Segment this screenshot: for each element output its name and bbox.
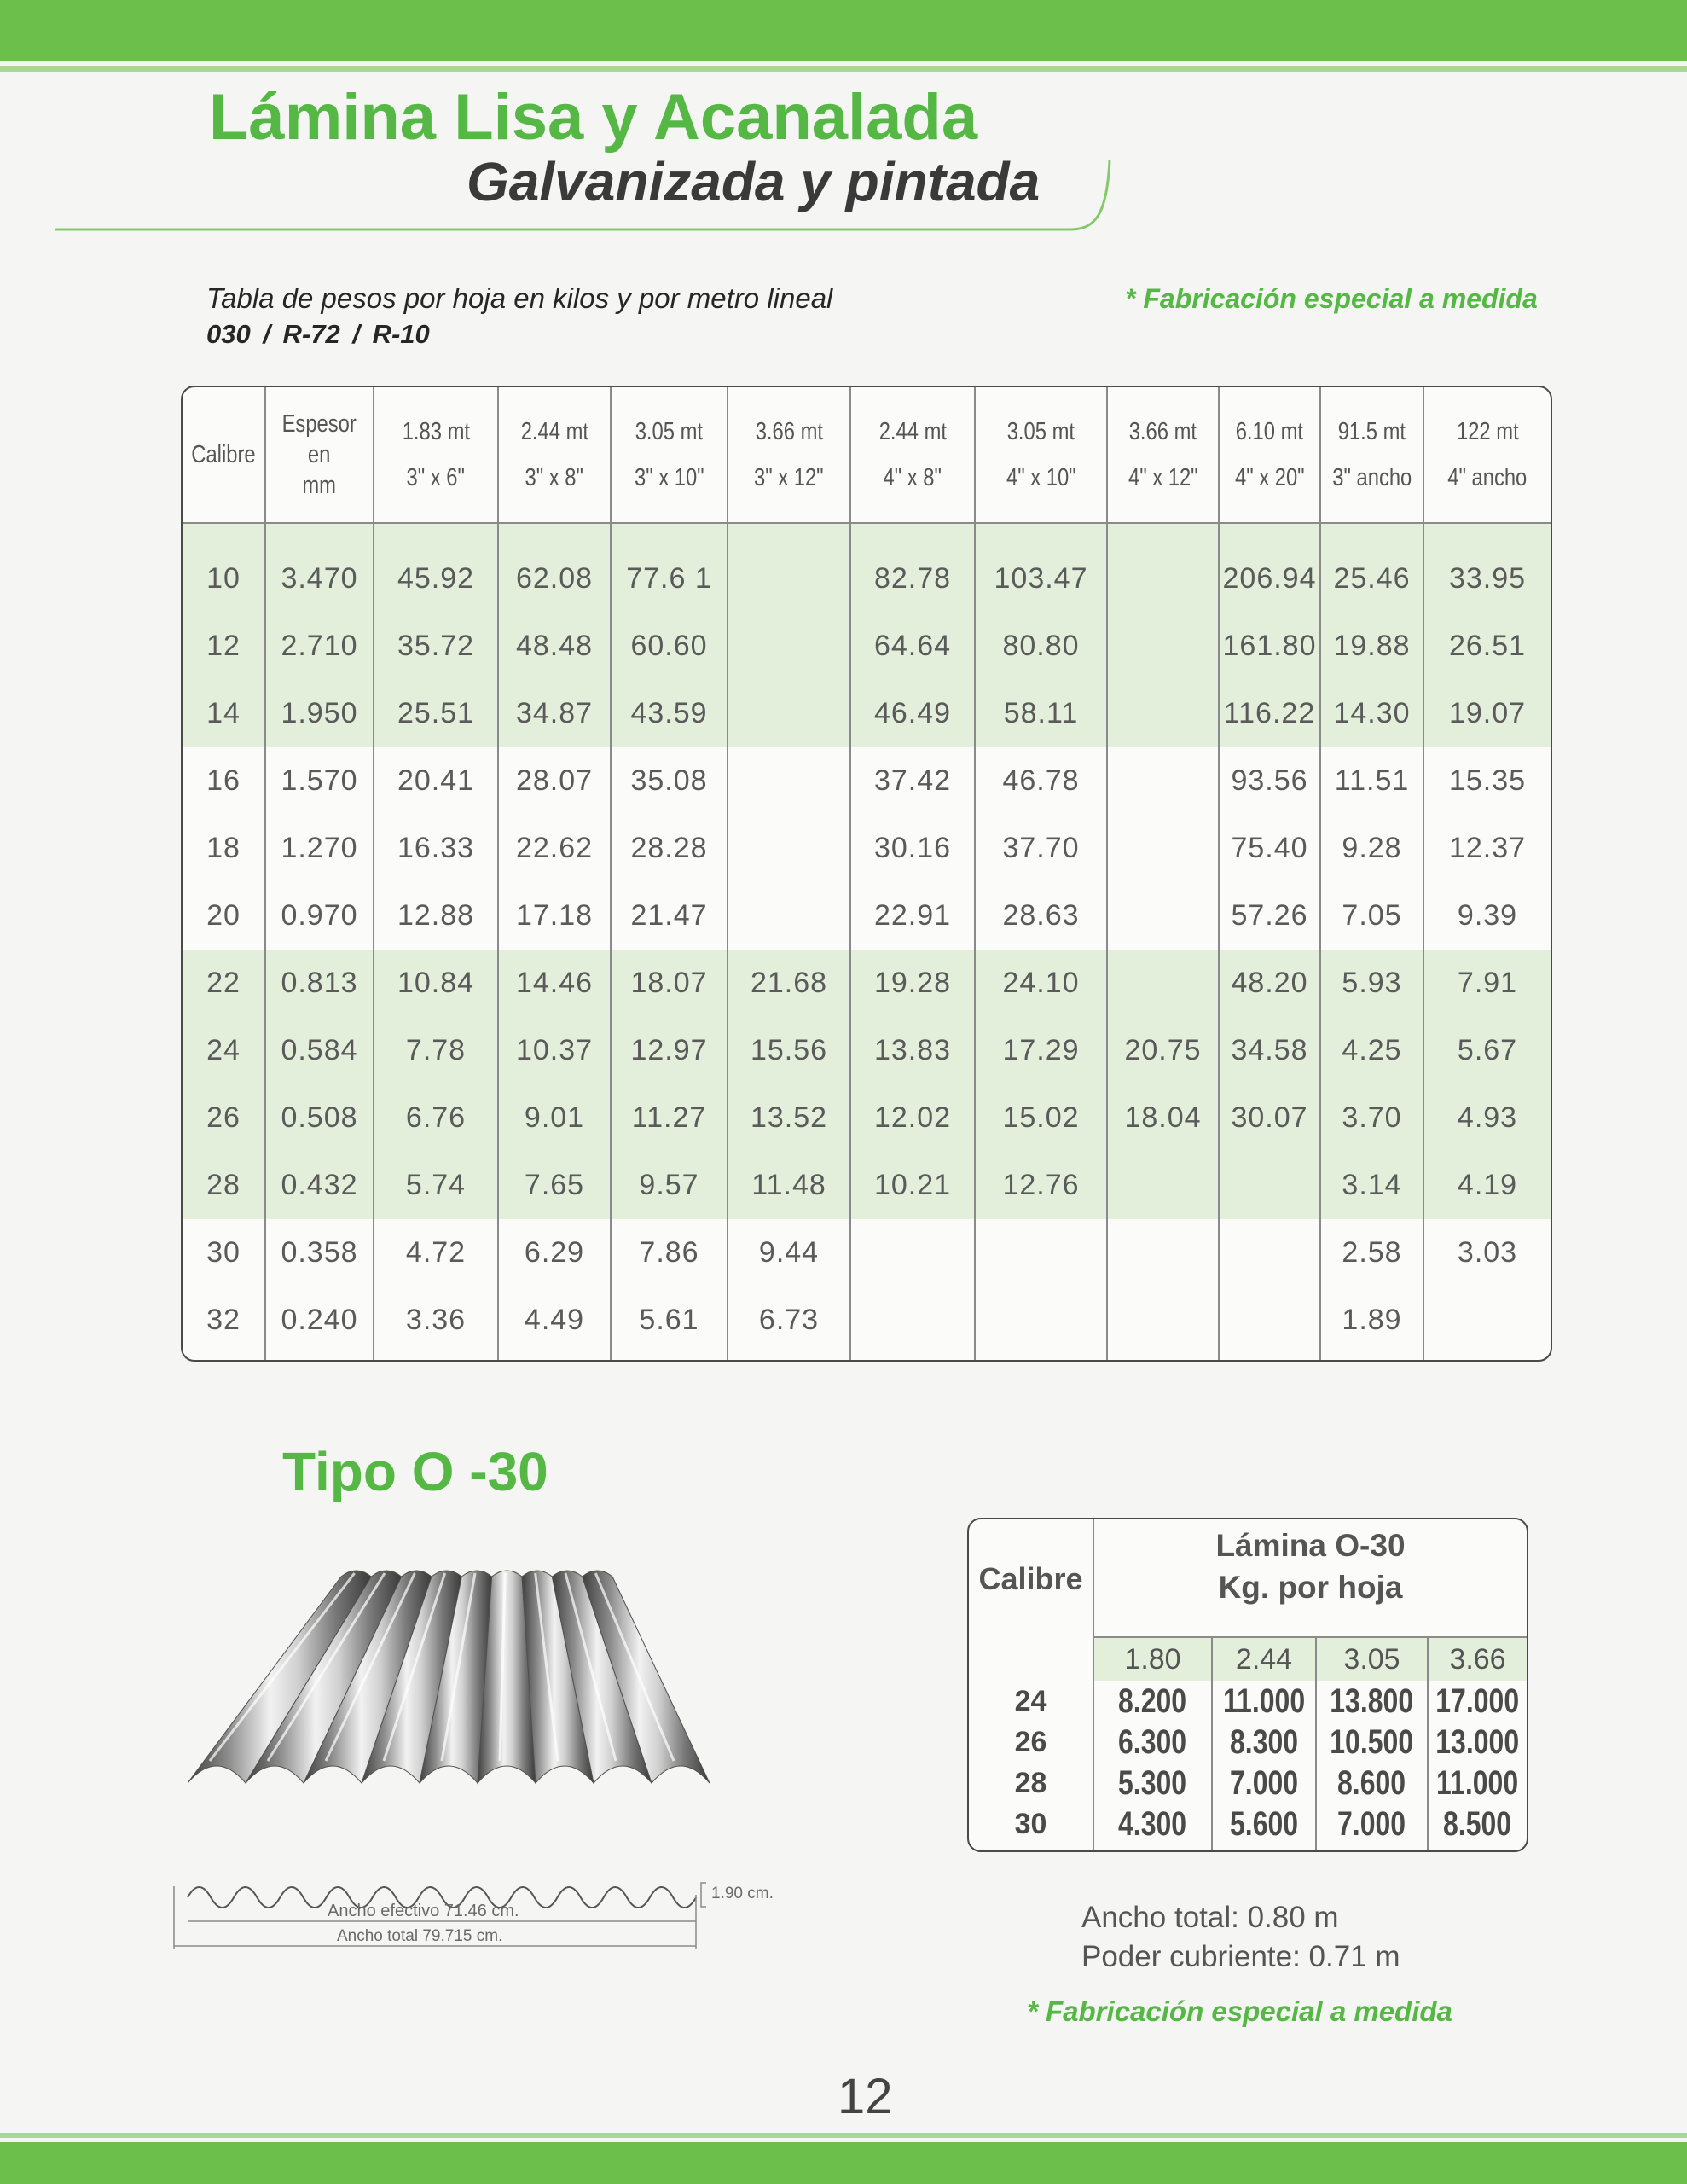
thickness-cell: 2.710 bbox=[266, 613, 374, 680]
thickness-cell: 0.584 bbox=[266, 1017, 374, 1084]
weight-cell bbox=[1220, 1152, 1321, 1219]
weight-cell: 25.51 bbox=[374, 680, 499, 747]
table-spacer bbox=[1108, 524, 1220, 545]
table-spacer bbox=[1220, 524, 1321, 545]
weight-cell bbox=[1108, 747, 1220, 815]
weight-value: 8.200 bbox=[1118, 1682, 1187, 1720]
weight-cell: 14.30 bbox=[1321, 680, 1424, 747]
weight-cell: 6.73 bbox=[728, 1287, 851, 1354]
weight-cell: 37.70 bbox=[976, 815, 1108, 882]
weight-cell: 3.14 bbox=[1321, 1152, 1424, 1219]
weight-cell: 19.07 bbox=[1424, 680, 1551, 747]
weight-cell bbox=[1094, 1722, 1213, 1763]
column-header-text: 2.44 mt bbox=[520, 418, 588, 445]
column-header-text: 2.44 mt bbox=[878, 418, 947, 445]
weight-cell: 48.48 bbox=[499, 613, 612, 680]
weight-cell: 60.60 bbox=[612, 613, 728, 680]
weight-cell: 10.21 bbox=[851, 1152, 976, 1219]
column-header-text: 3.05 mt bbox=[1006, 418, 1075, 445]
weight-cell: 4.72 bbox=[374, 1219, 499, 1287]
weight-cell: 93.56 bbox=[1220, 747, 1321, 815]
table-spacer bbox=[1220, 1354, 1321, 1360]
weight-cell bbox=[1094, 1681, 1213, 1722]
table-spacer bbox=[612, 1354, 728, 1360]
column-header bbox=[374, 387, 499, 524]
weight-cell: 37.42 bbox=[851, 747, 976, 815]
weight-cell: 4.19 bbox=[1424, 1152, 1551, 1219]
column-header-text: Calibre bbox=[191, 441, 256, 468]
weight-cell: 20.75 bbox=[1108, 1017, 1220, 1084]
calibre-cell: 28 bbox=[183, 1152, 266, 1219]
weight-cell: 9.01 bbox=[499, 1084, 612, 1152]
weight-cell: 28.07 bbox=[499, 747, 612, 815]
thickness-cell: 1.950 bbox=[266, 680, 374, 747]
column-header-text: en bbox=[308, 441, 331, 468]
weight-cell: 58.11 bbox=[976, 680, 1108, 747]
weight-cell: 4.25 bbox=[1321, 1017, 1424, 1084]
weight-cell: 13.83 bbox=[851, 1017, 976, 1084]
weight-cell: 12.76 bbox=[976, 1152, 1108, 1219]
thickness-cell: 0.813 bbox=[266, 950, 374, 1017]
column-header bbox=[183, 387, 266, 524]
weight-cell: 28.28 bbox=[612, 815, 728, 882]
thickness-cell: 0.508 bbox=[266, 1084, 374, 1152]
weight-cell: 9.57 bbox=[612, 1152, 728, 1219]
weight-cell: 14.46 bbox=[499, 950, 612, 1017]
weight-cell: 22.62 bbox=[499, 815, 612, 882]
spec-total-width: Ancho total: 0.80 m bbox=[1081, 1901, 1339, 1934]
page-subtitle: Galvanizada y pintada bbox=[467, 151, 1041, 212]
weight-cell bbox=[1317, 1681, 1429, 1722]
weight-cell: 7.91 bbox=[1424, 950, 1551, 1017]
weight-cell bbox=[1108, 1152, 1220, 1219]
weight-cell: 5.67 bbox=[1424, 1017, 1551, 1084]
column-header-text: 3" x 6" bbox=[406, 464, 466, 491]
length-header: 2.44 bbox=[1213, 1638, 1317, 1681]
table-spacer bbox=[969, 1844, 1094, 1850]
table-spacer bbox=[1424, 1354, 1551, 1360]
table-spacer bbox=[976, 1354, 1108, 1360]
weight-cell: 80.80 bbox=[976, 613, 1108, 680]
product-series: 030 / R-72 / R-10 bbox=[206, 319, 430, 349]
table-spacer bbox=[1321, 1354, 1424, 1360]
table-caption: Tabla de pesos por hoja en kilos y por metro lineal bbox=[206, 282, 833, 314]
weight-cell: 11.48 bbox=[728, 1152, 851, 1219]
weight-value: 10.500 bbox=[1330, 1722, 1414, 1761]
top-color-band bbox=[0, 0, 1687, 61]
weight-cell bbox=[1213, 1722, 1317, 1763]
table-spacer bbox=[728, 1354, 851, 1360]
column-header bbox=[1321, 387, 1424, 524]
thickness-cell: 0.970 bbox=[266, 882, 374, 950]
page-number: 12 bbox=[838, 2069, 893, 2124]
column-header bbox=[1108, 387, 1220, 524]
thickness-cell: 1.570 bbox=[266, 747, 374, 815]
column-header-text: 6.10 mt bbox=[1235, 418, 1304, 445]
calibre-cell: 18 bbox=[183, 815, 266, 882]
table-spacer bbox=[851, 524, 976, 545]
weight-cell: 21.47 bbox=[612, 882, 728, 950]
weight-cell: 10.84 bbox=[374, 950, 499, 1017]
weight-cell bbox=[1213, 1681, 1317, 1722]
page-title: Lámina Lisa y Acanalada bbox=[209, 81, 978, 154]
weight-cell: 19.88 bbox=[1321, 613, 1424, 680]
weight-cell: 22.91 bbox=[851, 882, 976, 950]
weight-cell: 4.93 bbox=[1424, 1084, 1551, 1152]
weight-cell bbox=[1108, 613, 1220, 680]
weight-cell: 34.58 bbox=[1220, 1017, 1321, 1084]
weight-cell bbox=[728, 545, 851, 613]
weight-value: 8.500 bbox=[1443, 1804, 1512, 1843]
weight-cell: 4.49 bbox=[499, 1287, 612, 1354]
column-header-text: 4" x 12" bbox=[1128, 464, 1198, 491]
height-label: 1.90 cm. bbox=[711, 1885, 774, 1902]
weight-cell: 12.02 bbox=[851, 1084, 976, 1152]
weight-cell: 15.35 bbox=[1448, 764, 1527, 797]
weight-cell: 46.49 bbox=[851, 680, 976, 747]
bottom-color-band bbox=[0, 2142, 1687, 2184]
weight-value: 5.600 bbox=[1229, 1804, 1299, 1843]
weight-cell bbox=[728, 882, 851, 950]
weight-cell: 13.52 bbox=[728, 1084, 851, 1152]
weight-cell bbox=[1108, 950, 1220, 1017]
weight-cell: 30.07 bbox=[1220, 1084, 1321, 1152]
column-header-text: 3.66 mt bbox=[1128, 418, 1197, 445]
section-heading: Tipo O -30 bbox=[282, 1441, 548, 1502]
weight-cell: 25.46 bbox=[1321, 545, 1424, 613]
custom-fabrication-note: * Fabricación especial a medida bbox=[1027, 1995, 1452, 2027]
table-spacer bbox=[1094, 1844, 1213, 1850]
weight-cell: 34.87 bbox=[499, 680, 612, 747]
weight-cell: 5.61 bbox=[612, 1287, 728, 1354]
table-spacer bbox=[969, 1638, 1094, 1681]
table-title bbox=[1094, 1519, 1527, 1638]
calibre-cell: 28 bbox=[969, 1763, 1094, 1804]
weight-cell: 45.92 bbox=[374, 545, 499, 613]
calibre-cell: 10 bbox=[183, 545, 266, 613]
effective-width-label: Ancho efectivo 71.46 cm. bbox=[328, 1902, 519, 1920]
calibre-cell: 30 bbox=[183, 1219, 266, 1287]
table-title-line: Kg. por hoja bbox=[1218, 1569, 1403, 1605]
table-spacer bbox=[183, 1354, 266, 1360]
weight-value: 4.300 bbox=[1118, 1804, 1187, 1843]
weight-value: 11.000 bbox=[1222, 1682, 1306, 1720]
table-spacer bbox=[183, 524, 266, 545]
weight-cell bbox=[1108, 1219, 1220, 1287]
table-spacer bbox=[1429, 1844, 1527, 1850]
weight-cell bbox=[728, 613, 851, 680]
column-header-text: 3" x 12" bbox=[754, 464, 824, 491]
weight-value: 13.000 bbox=[1435, 1722, 1520, 1761]
weight-cell: 28.63 bbox=[976, 882, 1108, 950]
weight-cell bbox=[1317, 1722, 1429, 1763]
column-header bbox=[976, 387, 1108, 524]
weight-cell: 206.94 bbox=[1220, 545, 1321, 613]
column-header-text: 91.5 mt bbox=[1337, 418, 1406, 445]
table-title-line: Lámina O-30 bbox=[1215, 1527, 1406, 1563]
weight-cell bbox=[1094, 1763, 1213, 1804]
column-header-text: 3" ancho bbox=[1331, 464, 1412, 491]
column-header bbox=[499, 387, 612, 524]
weight-cell: 43.59 bbox=[612, 680, 728, 747]
table-spacer bbox=[374, 1354, 499, 1360]
column-header bbox=[728, 387, 851, 524]
table-spacer bbox=[499, 524, 612, 545]
table-spacer bbox=[851, 1354, 976, 1360]
column-header-text: 1.83 mt bbox=[402, 418, 470, 445]
weight-cell: 6.76 bbox=[374, 1084, 499, 1152]
weight-cell: 7.05 bbox=[1321, 882, 1424, 950]
weight-cell: 35.72 bbox=[374, 613, 499, 680]
weight-value: 8.600 bbox=[1337, 1763, 1406, 1802]
weight-value: 5.300 bbox=[1118, 1763, 1187, 1802]
column-header bbox=[266, 387, 374, 524]
weight-cell: 103.47 bbox=[976, 545, 1108, 613]
custom-fabrication-note: * Fabricación especial a medida bbox=[1125, 283, 1538, 314]
weight-cell: 20.41 bbox=[374, 747, 499, 815]
calibre-cell: 32 bbox=[183, 1287, 266, 1354]
table-spacer bbox=[1108, 1354, 1220, 1360]
top-accent-line bbox=[0, 66, 1687, 72]
weight-cell: 35.08 bbox=[612, 747, 728, 815]
calibre-cell: 24 bbox=[969, 1681, 1094, 1722]
weight-cell: 3.70 bbox=[1321, 1084, 1424, 1152]
weight-cell: 17.29 bbox=[976, 1017, 1108, 1084]
weight-cell bbox=[1094, 1804, 1213, 1844]
weight-cell: 116.22 bbox=[1220, 680, 1321, 747]
table-spacer bbox=[1321, 524, 1424, 545]
column-header-text: 4" ancho bbox=[1447, 464, 1528, 491]
weight-value: 7.000 bbox=[1229, 1763, 1299, 1802]
length-header: 1.80 bbox=[1094, 1638, 1213, 1681]
weight-cell: 1.89 bbox=[1321, 1287, 1424, 1354]
column-header-text: 4" x 20" bbox=[1234, 464, 1305, 491]
column-header-text: Espesor bbox=[281, 410, 357, 438]
thickness-cell: 3.470 bbox=[266, 545, 374, 613]
table-spacer bbox=[728, 524, 851, 545]
weight-cell bbox=[1220, 1219, 1321, 1287]
column-header bbox=[851, 387, 976, 524]
weight-cell: 9.44 bbox=[728, 1219, 851, 1287]
weight-cell: 18.07 bbox=[612, 950, 728, 1017]
weight-value: 17.000 bbox=[1435, 1682, 1520, 1720]
length-header: 3.66 bbox=[1429, 1638, 1527, 1681]
spec-coverage: Poder cubriente: 0.71 m bbox=[1081, 1940, 1400, 1973]
weight-cell bbox=[728, 680, 851, 747]
table-spacer bbox=[976, 524, 1108, 545]
weight-cell: 7.65 bbox=[499, 1152, 612, 1219]
calibre-cell: 16 bbox=[183, 747, 266, 815]
calibre-cell: 22 bbox=[183, 950, 266, 1017]
weight-cell: 48.20 bbox=[1220, 950, 1321, 1017]
weight-cell bbox=[728, 815, 851, 882]
column-header-text: 3.66 mt bbox=[755, 418, 823, 445]
weight-cell: 64.64 bbox=[851, 613, 976, 680]
table-spacer bbox=[612, 524, 728, 545]
weight-cell: 46.78 bbox=[976, 747, 1108, 815]
title-underline bbox=[0, 145, 1194, 239]
calibre-header: Calibre bbox=[969, 1519, 1094, 1638]
column-header-text: 3.05 mt bbox=[635, 418, 704, 445]
weight-cell: 12.97 bbox=[612, 1017, 728, 1084]
column-header bbox=[1220, 387, 1321, 524]
weight-cell bbox=[1429, 1722, 1527, 1763]
table-spacer bbox=[1317, 1844, 1429, 1850]
weight-cell: 2.58 bbox=[1321, 1219, 1424, 1287]
weight-cell: 77.6 1 bbox=[612, 545, 728, 613]
weight-cell bbox=[1429, 1804, 1527, 1844]
bottom-accent-line bbox=[0, 2133, 1687, 2138]
weight-cell: 57.26 bbox=[1220, 882, 1321, 950]
calibre-cell: 14 bbox=[183, 680, 266, 747]
weight-cell: 10.37 bbox=[499, 1017, 612, 1084]
column-header-text: mm bbox=[302, 472, 337, 499]
table-spacer bbox=[1213, 1844, 1317, 1850]
weight-cell bbox=[1108, 882, 1220, 950]
thickness-cell: 0.240 bbox=[266, 1287, 374, 1354]
total-width-label: Ancho total 79.715 cm. bbox=[337, 1927, 503, 1945]
weight-cell: 15.56 bbox=[728, 1017, 851, 1084]
weight-cell bbox=[1213, 1763, 1317, 1804]
calibre-cell: 20 bbox=[183, 882, 266, 950]
column-header bbox=[1424, 387, 1551, 524]
o30-weights-table bbox=[967, 1518, 1528, 1852]
column-header-text: 122 mt bbox=[1456, 418, 1519, 445]
weight-cell bbox=[1317, 1763, 1429, 1804]
weight-cell bbox=[1213, 1804, 1317, 1844]
weight-cell: 7.78 bbox=[374, 1017, 499, 1084]
column-header-text: 4" x 10" bbox=[1006, 464, 1076, 491]
weight-cell: 26.51 bbox=[1424, 613, 1551, 680]
weight-cell: 11.27 bbox=[612, 1084, 728, 1152]
weight-cell: 24.10 bbox=[976, 950, 1108, 1017]
weight-cell bbox=[851, 1287, 976, 1354]
calibre-cell: 26 bbox=[969, 1722, 1094, 1763]
weight-cell bbox=[1317, 1804, 1429, 1844]
thickness-cell: 0.358 bbox=[266, 1219, 374, 1287]
thickness-cell: 0.432 bbox=[266, 1152, 374, 1219]
weight-cell: 21.68 bbox=[728, 950, 851, 1017]
calibre-cell: 30 bbox=[969, 1804, 1094, 1844]
weight-cell: 12.88 bbox=[374, 882, 499, 950]
weight-cell: 3.36 bbox=[374, 1287, 499, 1354]
weight-cell bbox=[976, 1219, 1108, 1287]
calibre-cell: 26 bbox=[183, 1084, 266, 1152]
corrugated-sheet-illustration bbox=[188, 1560, 710, 1796]
table-spacer bbox=[266, 524, 374, 545]
weight-cell: 75.40 bbox=[1220, 815, 1321, 882]
column-header bbox=[612, 387, 728, 524]
table-spacer bbox=[499, 1354, 612, 1360]
table-spacer bbox=[1424, 524, 1551, 545]
column-header-text: 3" x 10" bbox=[634, 464, 704, 491]
calibre-cell: 12 bbox=[183, 613, 266, 680]
weight-cell bbox=[1108, 1287, 1220, 1354]
weight-cell: 9.28 bbox=[1321, 815, 1424, 882]
column-header-text: 4" x 8" bbox=[883, 464, 942, 491]
weight-cell bbox=[1429, 1763, 1527, 1804]
weight-value: 8.300 bbox=[1229, 1722, 1299, 1761]
weight-cell: 5.74 bbox=[374, 1152, 499, 1219]
weight-cell: 6.29 bbox=[499, 1219, 612, 1287]
weight-cell: 7.86 bbox=[612, 1219, 728, 1287]
table-spacer bbox=[374, 524, 499, 545]
table-spacer bbox=[266, 1354, 374, 1360]
weight-cell: 12.37 bbox=[1448, 832, 1527, 864]
weight-cell bbox=[1429, 1681, 1527, 1722]
weight-cell: 30.16 bbox=[851, 815, 976, 882]
weight-value: 11.000 bbox=[1436, 1763, 1519, 1802]
weight-cell bbox=[976, 1287, 1108, 1354]
weight-cell bbox=[1424, 1287, 1551, 1354]
weight-cell: 17.18 bbox=[499, 882, 612, 950]
length-header: 3.05 bbox=[1317, 1638, 1429, 1681]
weight-cell: 33.95 bbox=[1424, 545, 1551, 613]
thickness-cell: 1.270 bbox=[266, 815, 374, 882]
weight-value: 13.800 bbox=[1330, 1682, 1414, 1720]
weight-cell bbox=[1220, 1287, 1321, 1354]
weights-table bbox=[181, 386, 1552, 1362]
weight-value: 6.300 bbox=[1118, 1722, 1187, 1761]
weight-cell bbox=[1108, 545, 1220, 613]
calibre-cell: 24 bbox=[183, 1017, 266, 1084]
weight-cell: 18.04 bbox=[1108, 1084, 1220, 1152]
weight-cell: 5.93 bbox=[1321, 950, 1424, 1017]
weight-cell: 161.80 bbox=[1220, 613, 1321, 680]
weight-cell bbox=[851, 1219, 976, 1287]
weight-cell bbox=[1108, 680, 1220, 747]
column-header-text: 3" x 8" bbox=[525, 464, 584, 491]
weight-cell: 19.28 bbox=[851, 950, 976, 1017]
weight-cell: 15.02 bbox=[976, 1084, 1108, 1152]
weight-cell: 3.03 bbox=[1457, 1236, 1518, 1269]
weight-cell: 82.78 bbox=[851, 545, 976, 613]
weight-cell: 11.51 bbox=[1321, 747, 1424, 815]
weight-cell: 62.08 bbox=[499, 545, 612, 613]
weight-cell: 9.39 bbox=[1457, 899, 1518, 932]
weight-cell bbox=[1108, 815, 1220, 882]
height-bracket bbox=[701, 1883, 706, 1907]
weight-cell: 16.33 bbox=[374, 815, 499, 882]
weight-value: 7.000 bbox=[1337, 1804, 1406, 1843]
weight-cell bbox=[728, 747, 851, 815]
